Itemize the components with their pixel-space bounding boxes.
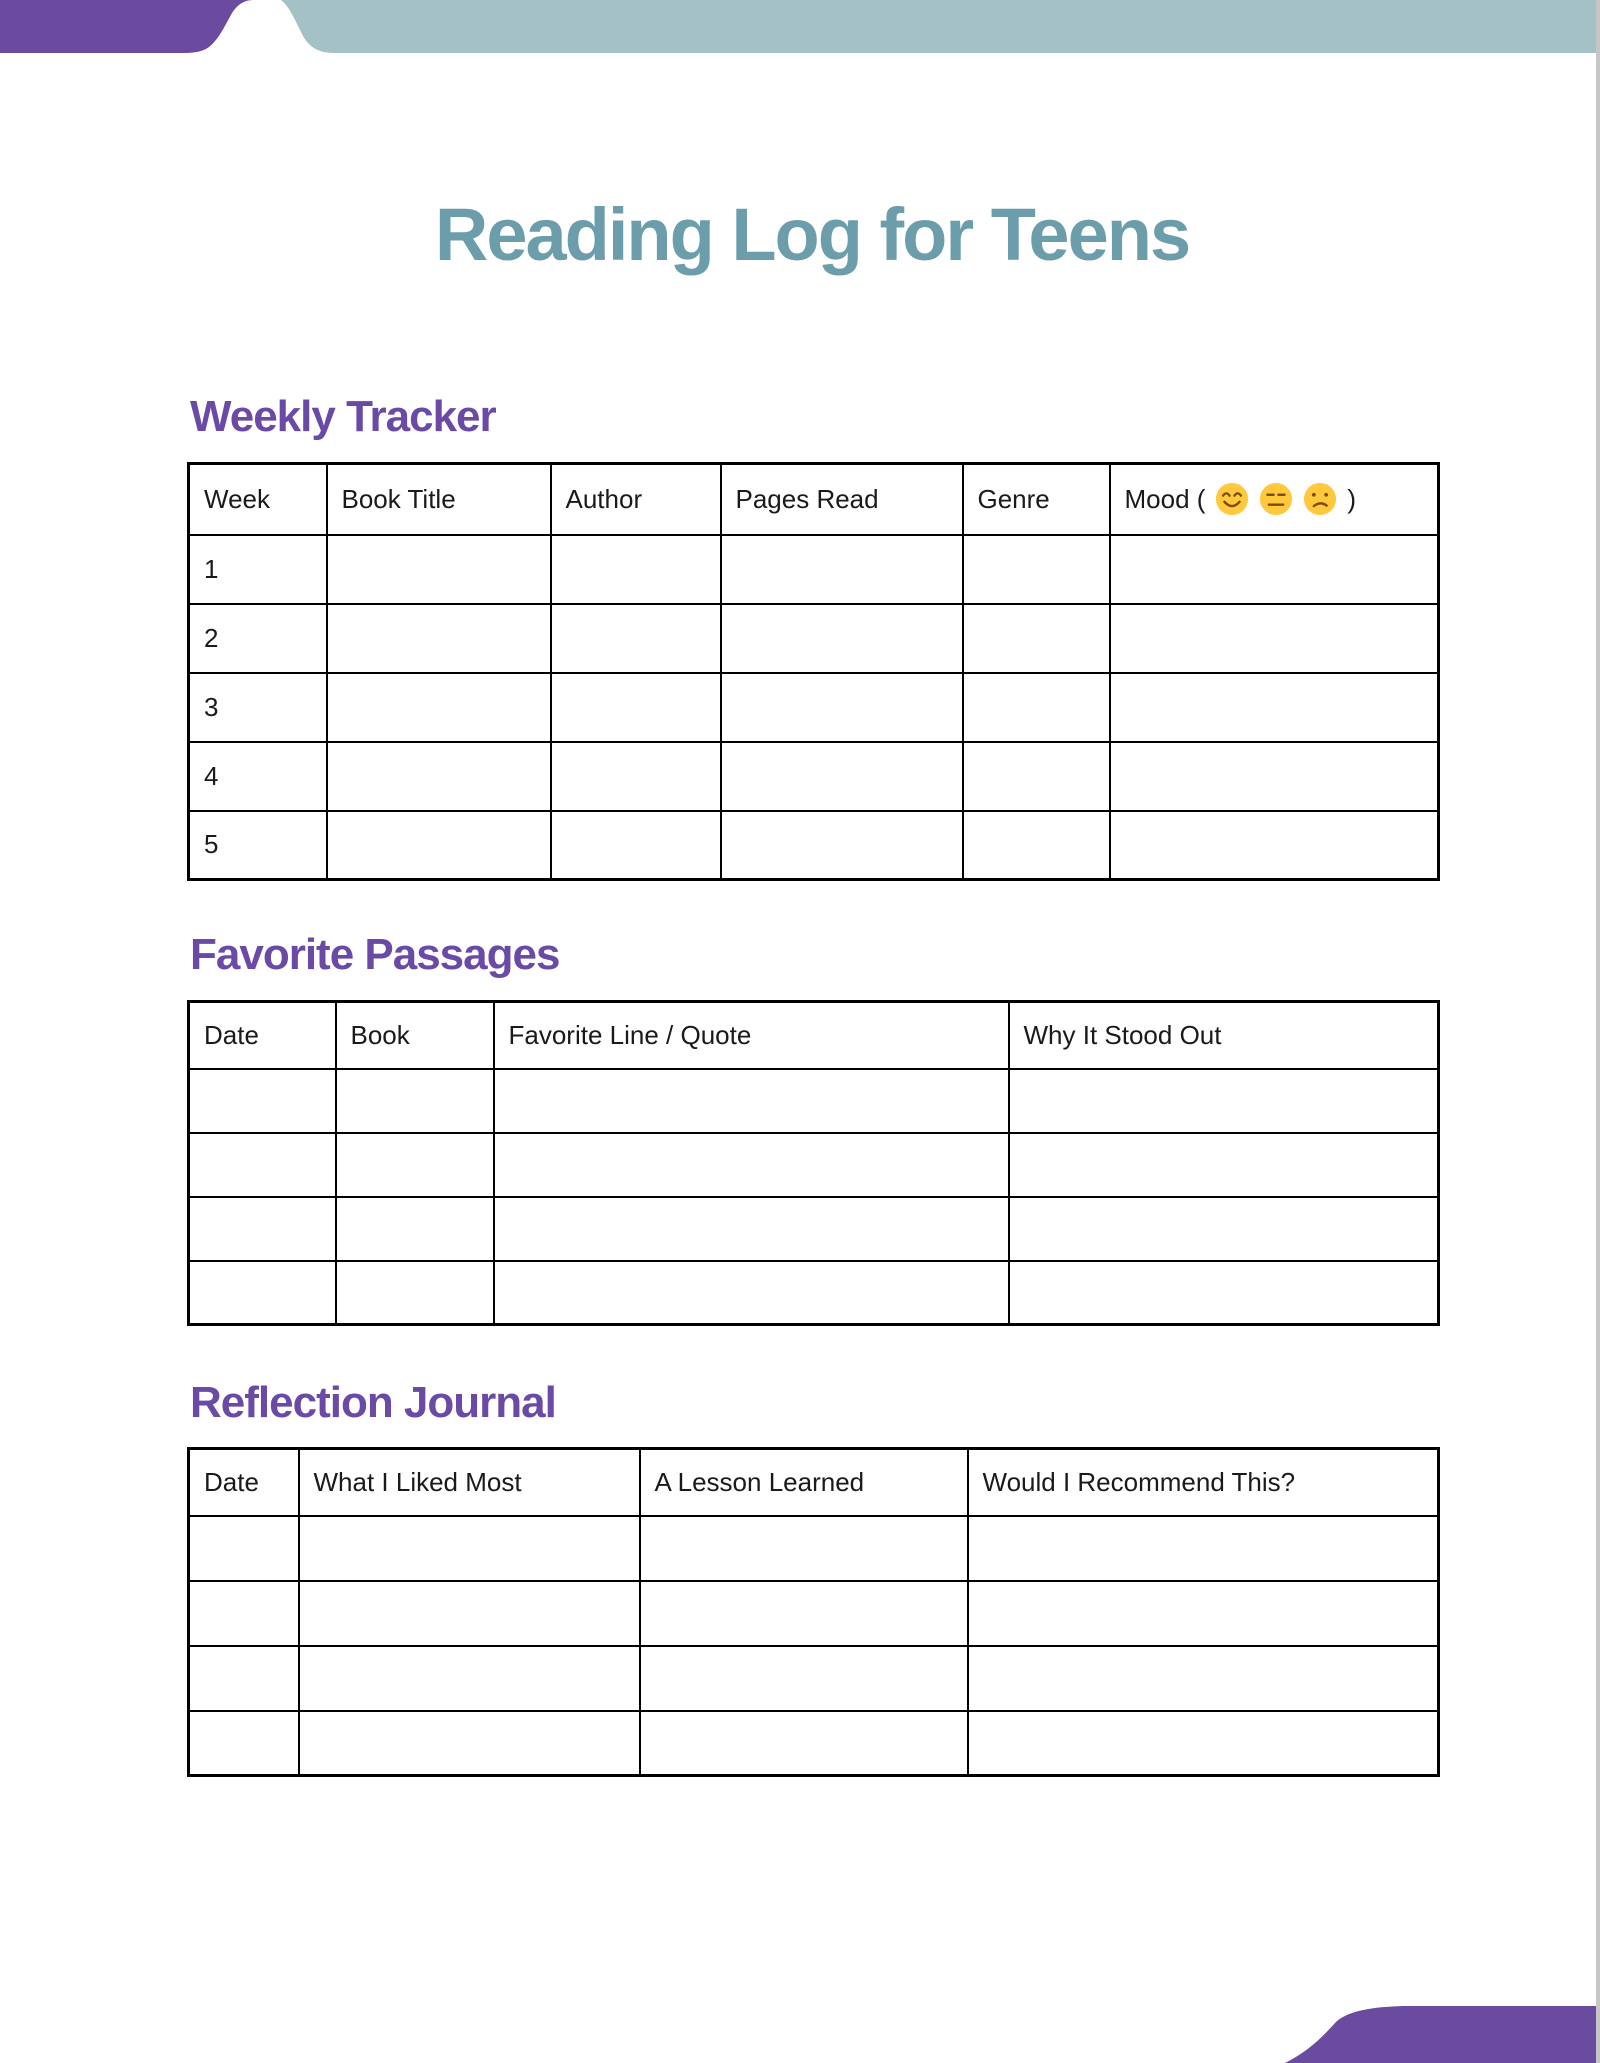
week-number-cell: 4 (189, 742, 327, 811)
reflection-journal-row-1 (189, 1516, 1439, 1581)
why-it-stood-out-entry-cell[interactable] (1009, 1133, 1439, 1197)
passages-col-header-favorite-line: Favorite Line / Quote (494, 1002, 1009, 1069)
book-title-entry-cell[interactable] (327, 535, 551, 604)
weekly-col-header-genre: Genre (963, 464, 1110, 535)
mood-entry-cell[interactable] (1110, 742, 1439, 811)
favorite-line-entry-cell[interactable] (494, 1069, 1009, 1133)
bottom-banner-purple-shape (1285, 2006, 1600, 2063)
date-entry-cell[interactable] (189, 1581, 299, 1646)
book-title-entry-cell[interactable] (327, 811, 551, 880)
weekly-tracker-row-1 (189, 535, 1439, 604)
favorite-passages-heading: Favorite Passages (190, 930, 560, 979)
favorite-passages-row-4 (189, 1261, 1439, 1325)
book-title-entry-cell[interactable] (327, 673, 551, 742)
reflection-col-header-date: Date (189, 1449, 299, 1516)
liked-most-entry-cell[interactable] (299, 1711, 640, 1776)
genre-entry-cell[interactable] (963, 673, 1110, 742)
date-entry-cell[interactable] (189, 1516, 299, 1581)
page-title: Reading Log for Teens (434, 193, 1190, 276)
reflection-col-header-recommend: Would I Recommend This? (968, 1449, 1439, 1516)
why-it-stood-out-entry-cell[interactable] (1009, 1261, 1439, 1325)
date-entry-cell[interactable] (189, 1646, 299, 1711)
recommend-entry-cell[interactable] (968, 1711, 1439, 1776)
passages-col-header-date: Date (189, 1002, 336, 1069)
passages-col-header-why-it-stood-out: Why It Stood Out (1009, 1002, 1439, 1069)
favorite-passages-row-3 (189, 1197, 1439, 1261)
weekly-col-header-mood (1110, 464, 1439, 535)
genre-entry-cell[interactable] (963, 535, 1110, 604)
favorite-passages-table (187, 1000, 1440, 1326)
weekly-tracker-row-3 (189, 673, 1439, 742)
mood-entry-cell[interactable] (1110, 535, 1439, 604)
why-it-stood-out-entry-cell[interactable] (1009, 1069, 1439, 1133)
reflection-journal-row-3 (189, 1646, 1439, 1711)
book-entry-cell[interactable] (336, 1261, 494, 1325)
mood-smiling-face-icon (1215, 482, 1249, 516)
author-entry-cell[interactable] (551, 673, 721, 742)
pages-read-entry-cell[interactable] (721, 811, 963, 880)
favorite-passages-row-2 (189, 1133, 1439, 1197)
lesson-learned-entry-cell[interactable] (640, 1516, 968, 1581)
pages-read-entry-cell[interactable] (721, 535, 963, 604)
week-number-cell: 5 (189, 811, 327, 880)
weekly-col-header-week: Week (189, 464, 327, 535)
book-entry-cell[interactable] (336, 1197, 494, 1261)
top-banner-sage-shape (281, 0, 1597, 53)
recommend-entry-cell[interactable] (968, 1646, 1439, 1711)
week-number-cell: 2 (189, 604, 327, 673)
reflection-journal-table (187, 1447, 1440, 1777)
mood-confused-face-icon (1303, 482, 1337, 516)
lesson-learned-entry-cell[interactable] (640, 1711, 968, 1776)
book-title-entry-cell[interactable] (327, 604, 551, 673)
mood-neutral-face-icon (1259, 482, 1293, 516)
bottom-banner-decoration (0, 2006, 1600, 2063)
reflection-col-header-lesson-learned: A Lesson Learned (640, 1449, 968, 1516)
weekly-tracker-row-5 (189, 811, 1439, 880)
reflection-journal-row-2 (189, 1581, 1439, 1646)
mood-entry-cell[interactable] (1110, 811, 1439, 880)
recommend-entry-cell[interactable] (968, 1581, 1439, 1646)
mood-header-content (1125, 482, 1432, 516)
weekly-tracker-row-4 (189, 742, 1439, 811)
favorite-line-entry-cell[interactable] (494, 1133, 1009, 1197)
reflection-journal-header-row (189, 1449, 1439, 1516)
favorite-passages-row-1 (189, 1069, 1439, 1133)
recommend-entry-cell[interactable] (968, 1516, 1439, 1581)
passages-col-header-book: Book (336, 1002, 494, 1069)
lesson-learned-entry-cell[interactable] (640, 1646, 968, 1711)
mood-label-prefix: Mood ( (1124, 483, 1206, 514)
pages-read-entry-cell[interactable] (721, 673, 963, 742)
pages-read-entry-cell[interactable] (721, 604, 963, 673)
date-entry-cell[interactable] (189, 1261, 336, 1325)
author-entry-cell[interactable] (551, 535, 721, 604)
genre-entry-cell[interactable] (963, 811, 1110, 880)
date-entry-cell[interactable] (189, 1069, 336, 1133)
book-entry-cell[interactable] (336, 1133, 494, 1197)
genre-entry-cell[interactable] (963, 742, 1110, 811)
page-edge (1596, 0, 1600, 2063)
date-entry-cell[interactable] (189, 1711, 299, 1776)
date-entry-cell[interactable] (189, 1197, 336, 1261)
favorite-passages-header-row (189, 1002, 1439, 1069)
genre-entry-cell[interactable] (963, 604, 1110, 673)
lesson-learned-entry-cell[interactable] (640, 1581, 968, 1646)
mood-label-suffix: ) (1347, 483, 1357, 514)
weekly-col-header-book-title: Book Title (327, 464, 551, 535)
favorite-line-entry-cell[interactable] (494, 1261, 1009, 1325)
weekly-tracker-table (187, 462, 1440, 881)
liked-most-entry-cell[interactable] (299, 1581, 640, 1646)
book-entry-cell[interactable] (336, 1069, 494, 1133)
top-banner-purple-shape (0, 0, 253, 53)
mood-entry-cell[interactable] (1110, 673, 1439, 742)
liked-most-entry-cell[interactable] (299, 1646, 640, 1711)
weekly-tracker-heading: Weekly Tracker (190, 392, 496, 441)
book-title-entry-cell[interactable] (327, 742, 551, 811)
author-entry-cell[interactable] (551, 811, 721, 880)
liked-most-entry-cell[interactable] (299, 1516, 640, 1581)
weekly-col-header-pages-read: Pages Read (721, 464, 963, 535)
reflection-journal-heading: Reflection Journal (190, 1378, 556, 1427)
top-banner-decoration (0, 0, 1600, 53)
week-number-cell: 1 (189, 535, 327, 604)
author-entry-cell[interactable] (551, 742, 721, 811)
weekly-col-header-author: Author (551, 464, 721, 535)
weekly-tracker-row-2 (189, 604, 1439, 673)
week-number-cell: 3 (189, 673, 327, 742)
mood-entry-cell[interactable] (1110, 604, 1439, 673)
pages-read-entry-cell[interactable] (721, 742, 963, 811)
author-entry-cell[interactable] (551, 604, 721, 673)
reflection-journal-row-4 (189, 1711, 1439, 1776)
weekly-tracker-header-row (189, 464, 1439, 535)
reflection-col-header-liked-most: What I Liked Most (299, 1449, 640, 1516)
favorite-line-entry-cell[interactable] (494, 1197, 1009, 1261)
date-entry-cell[interactable] (189, 1133, 336, 1197)
why-it-stood-out-entry-cell[interactable] (1009, 1197, 1439, 1261)
